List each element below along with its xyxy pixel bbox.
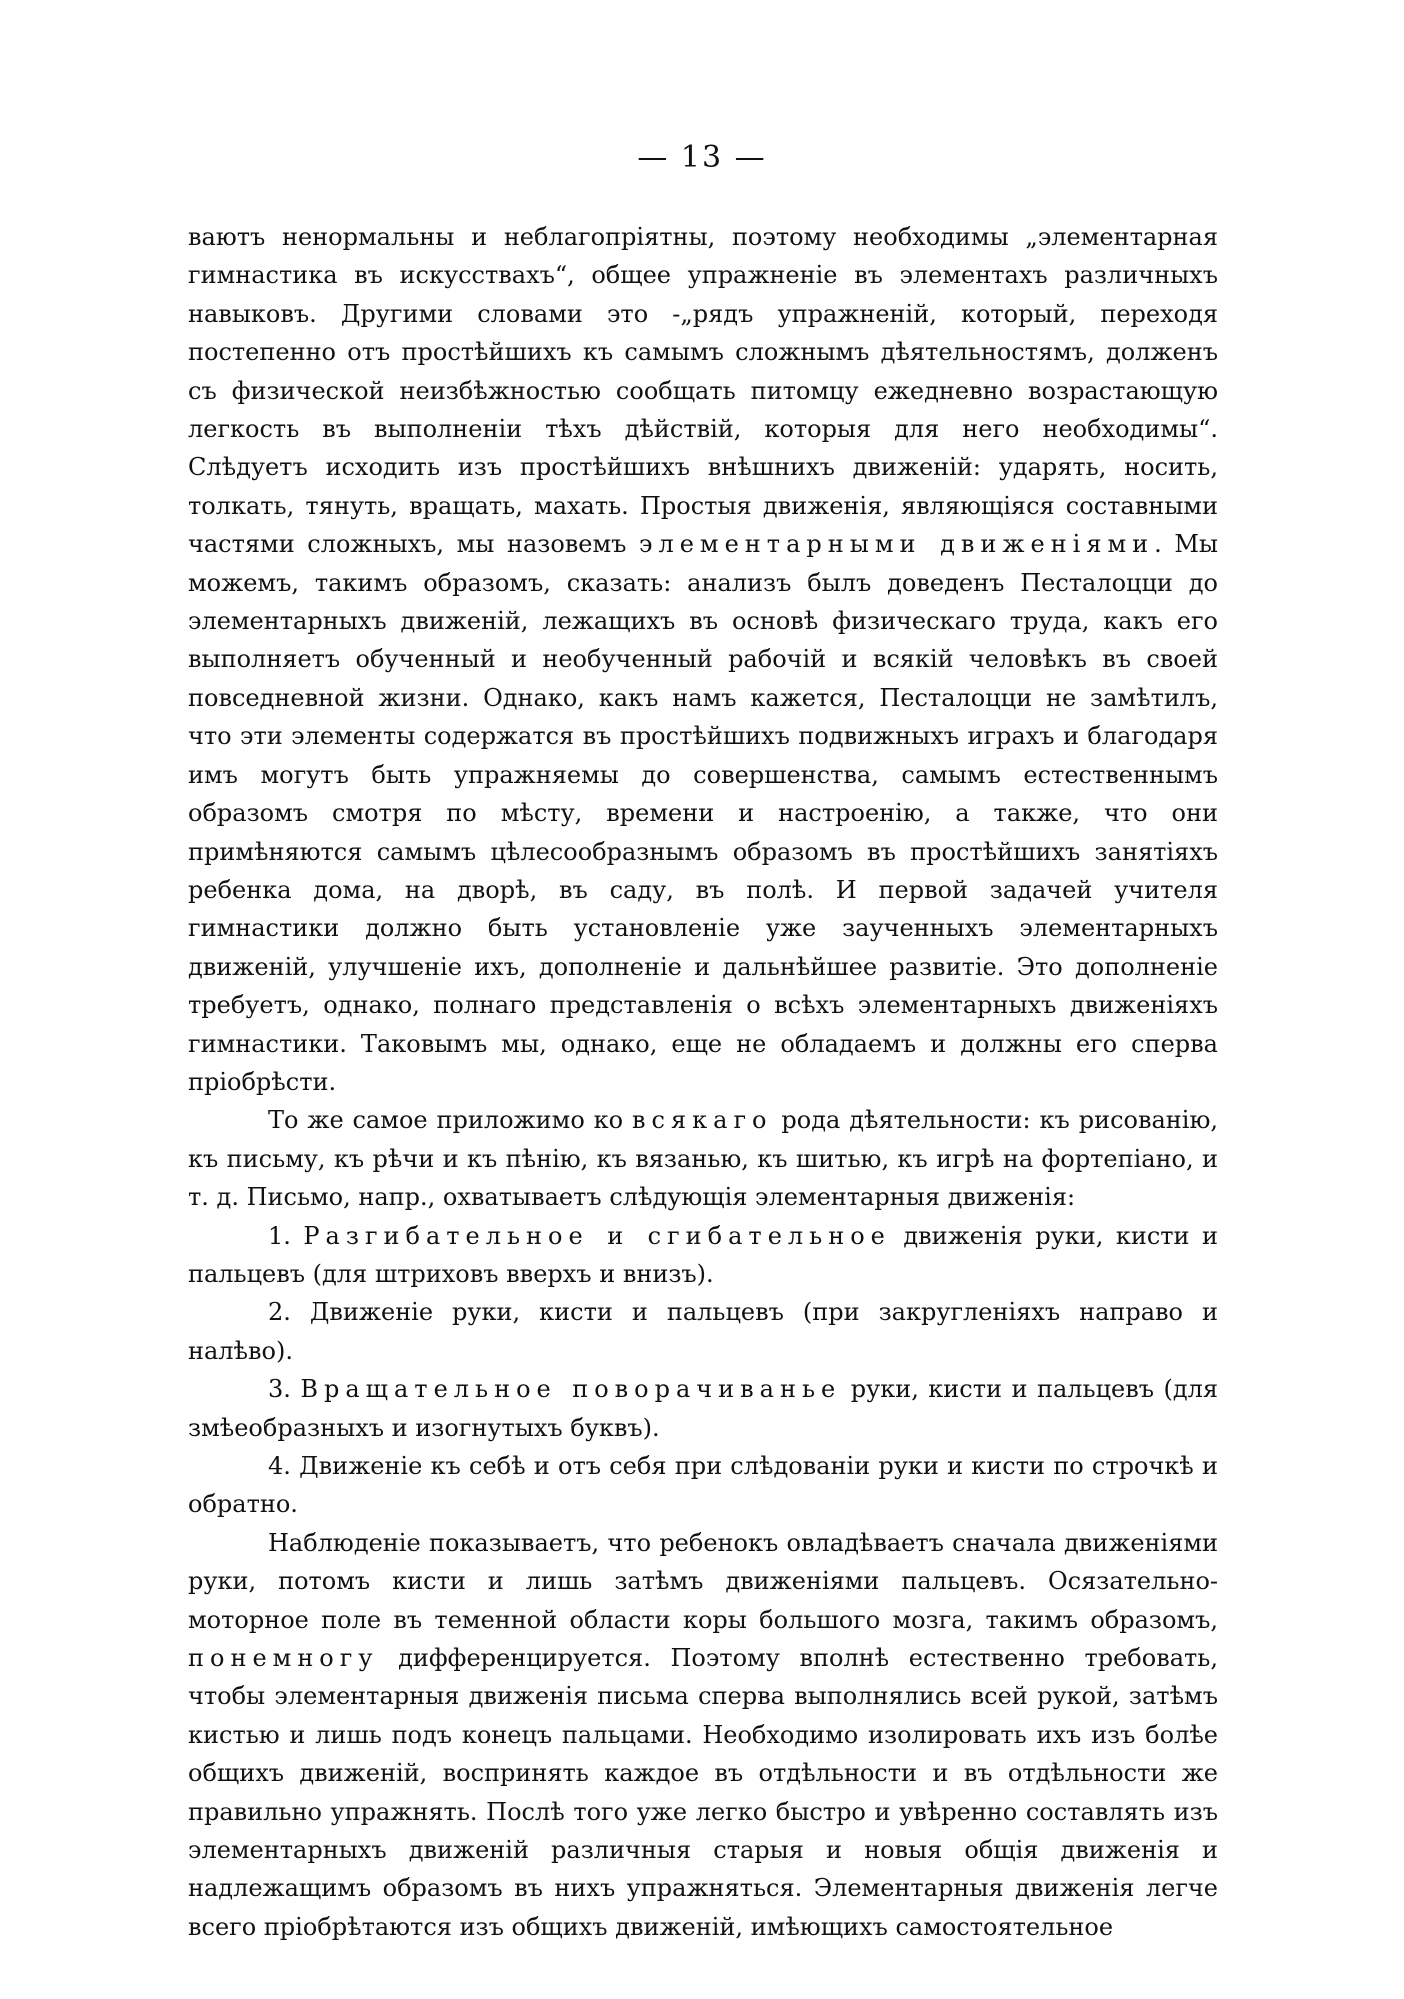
text-segment: руки, кисти и пальцевъ (для змѣеобразныхъ и изогнутыхъ буквъ). [188, 1375, 1218, 1442]
emphasized-term: Разгибательное и сгибательное [303, 1221, 891, 1250]
emphasized-term: элементарными движеніями [639, 530, 1155, 559]
text-segment: . Мы можемъ, такимъ образомъ, сказать: анализъ былъ доведенъ Песталоцци до элементарныхъ движеній, лежащихъ въ основѣ физическаго труда, какъ его выполняетъ обученный и необученный рабочій и всякій человѣкъ въ своей повседневной жизни. Однако, какъ намъ кажется, Песталоцци не замѣтилъ, что эти элементы содержатся въ простѣйшихъ подвижныхъ играхъ и благодаря имъ могутъ быть упражняемы до совершенства, самымъ естественнымъ образомъ смотря по мѣсту, времени и настроенію, а также, что они примѣняются самымъ цѣлесообразнымъ образомъ въ простѣйшихъ занятіяхъ ребенка дома, на дворѣ, въ саду, въ полѣ. И первой задачей учителя гимнастики должно быть установленіе уже заученныхъ элементарныхъ движеній, улучшеніе ихъ, дополненіе и дальнѣйшее развитіе. Это дополненіе требуетъ, однако, полнаго представленія о всѣхъ элементарныхъ движеніяхъ гимнастики. Таковымъ мы, однако, еще не обладаемъ и должны его сперва пріобрѣсти. [188, 530, 1219, 1096]
paragraph-3 [188, 1524, 1218, 1946]
list-item-4 [188, 1447, 1218, 1524]
text-segment: То же самое приложимо ко [268, 1106, 633, 1135]
text-segment: 3. [268, 1375, 301, 1404]
text-segment: 2. Движеніе руки, кисти и пальцевъ (при закругленіяхъ направо и налѣво). [188, 1298, 1218, 1365]
text-segment: ваютъ ненормальны и неблагопріятны, поэтому необходимы „элементарная гимнастика въ искусствахъ“, общее упражненіе въ элементахъ различныхъ навыковъ. Другими словами это -„рядъ упражненій, который, переходя постепенно отъ простѣйшихъ къ самымъ сложнымъ дѣятельностямъ, долженъ съ физической неизбѣжностью сообщать питомцу ежедневно возрастающую легкость въ выполненіи тѣхъ дѣйствій, которыя для него необходимы“. Слѣдуетъ исходить изъ простѣйшихъ внѣшнихъ движеній: ударять, носить, толкать, тянуть, вращать, махать. Простыя движенія, являющіяся составными частями сложныхъ, мы назовемъ [188, 223, 1218, 559]
paragraph-2 [188, 1101, 1218, 1216]
list-item-1 [188, 1217, 1218, 1294]
list-item-3 [188, 1370, 1218, 1447]
text-segment: движенія руки, кисти и пальцевъ (для штриховъ вверхъ и внизъ). [188, 1221, 1219, 1288]
page-number: — 13 — [637, 140, 767, 175]
list-item-2 [188, 1293, 1218, 1370]
emphasized-term: понемногу [188, 1644, 379, 1673]
text-segment: Наблюденіе показываетъ, что ребенокъ овладѣваетъ сначала движеніями руки, потомъ кисти и лишь затѣмъ движеніями пальцевъ. Осязательно-моторное поле въ теменной области коры большого мозга, такимъ образомъ, [188, 1528, 1218, 1634]
text-segment: 1. [268, 1221, 304, 1250]
emphasized-term: Вращательное поворачиванье [300, 1375, 842, 1404]
text-segment: 4. Движеніе къ себѣ и отъ себя при слѣдованіи руки и кисти по строчкѣ и обратно. [188, 1452, 1218, 1519]
paragraph-1 [188, 218, 1218, 1101]
emphasized-term: всякаго [632, 1106, 773, 1135]
body-text [188, 218, 1218, 1946]
text-segment: рода дѣятельности: къ рисованію, къ письму, къ рѣчи и къ пѣнію, къ вязанью, къ шитью, къ игрѣ на фортепіано, и т. д. Письмо, напр., охватываетъ слѣдующія элементарныя движенія: [188, 1106, 1218, 1212]
text-segment: дифференцируется. Поэтому вполнѣ естественно требовать, чтобы элементарныя движенія письма сперва выполнялись всей рукой, затѣмъ кистью и лишь подъ конецъ пальцами. Необходимо изолировать ихъ изъ болѣе общихъ движеній, воспринять каждое въ отдѣльности и въ отдѣльности же правильно упражнять. Послѣ того уже легко быстро и увѣренно составлять изъ элементарныхъ движеній различныя старыя и новыя общія движенія и надлежащимъ образомъ въ нихъ упражняться. Элементарныя движенія легче всего пріобрѣтаются изъ общихъ движеній, имѣющихъ самостоятельное [188, 1644, 1218, 1941]
